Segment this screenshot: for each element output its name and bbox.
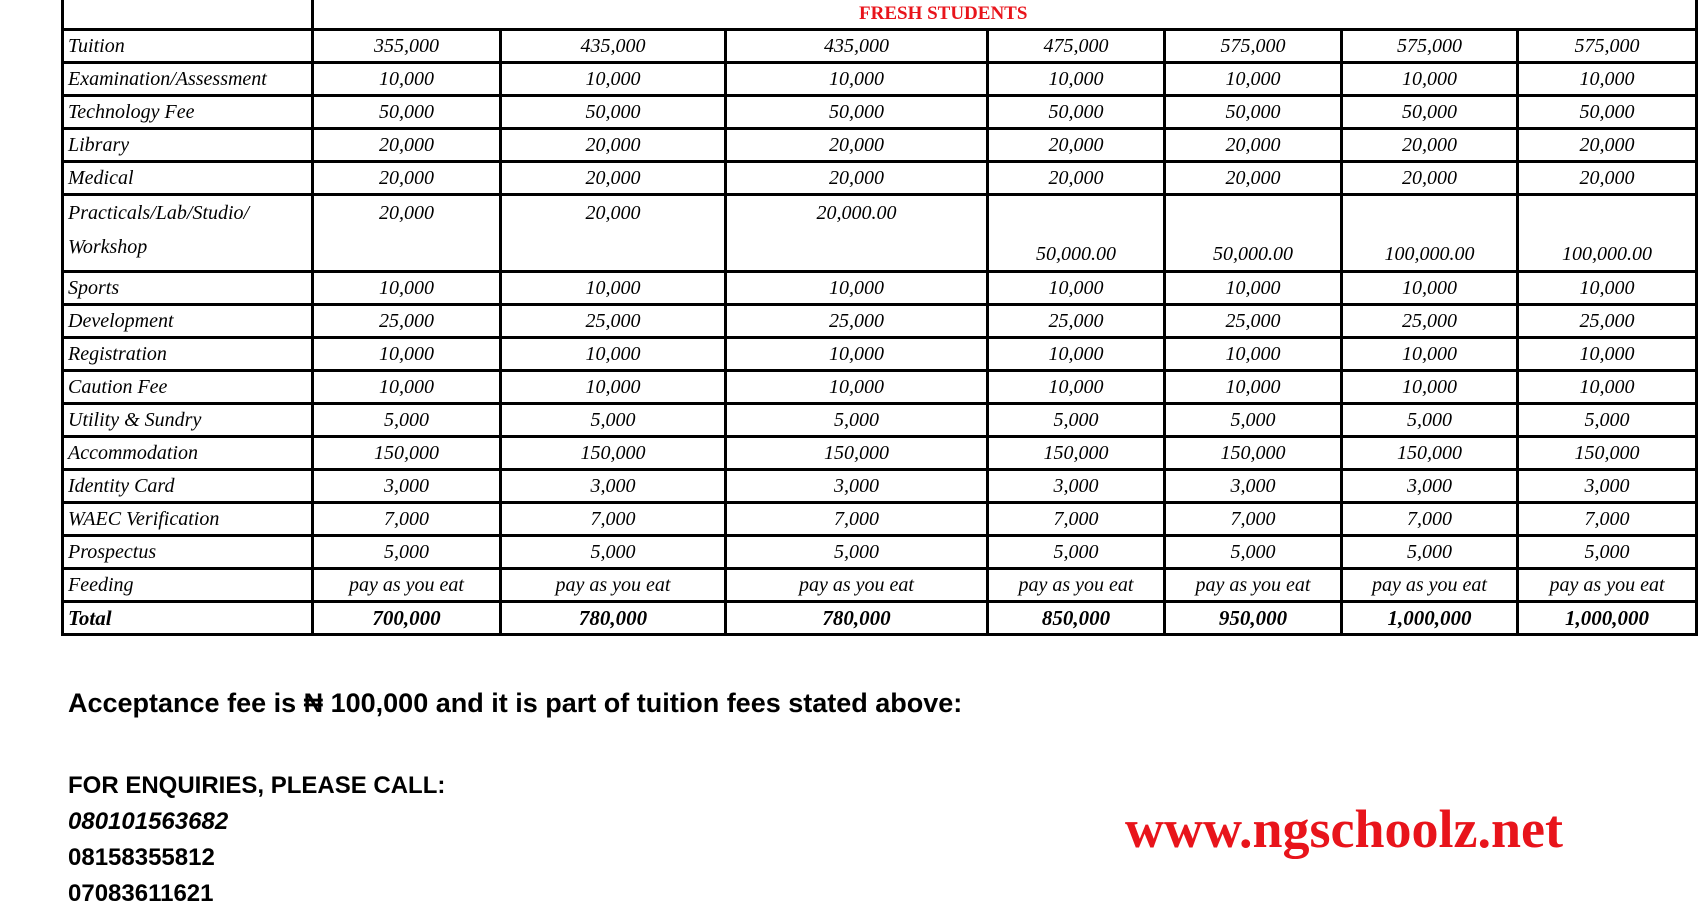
fee-cell: 5,000: [313, 536, 501, 569]
row-label: Registration: [63, 338, 313, 371]
fee-cell: 150,000: [1165, 437, 1342, 470]
fee-cell: 20,000: [1518, 162, 1697, 195]
fee-cell: 150,000: [501, 437, 726, 470]
table-row: [63, 96, 1697, 129]
row-label: Identity Card: [63, 470, 313, 503]
fee-cell: 20,000: [1342, 162, 1518, 195]
fee-cell: 25,000: [313, 305, 501, 338]
fee-cell: 475,000: [988, 30, 1165, 63]
row-label: Accommodation: [63, 437, 313, 470]
fee-cell: 10,000: [988, 338, 1165, 371]
row-label: Library: [63, 129, 313, 162]
fee-cell: 25,000: [726, 305, 988, 338]
fee-cell: 5,000: [726, 536, 988, 569]
fee-cell: 50,000: [1165, 96, 1342, 129]
fee-cell: 50,000: [313, 96, 501, 129]
total-cell: 700,000: [313, 602, 501, 635]
fee-cell: 20,000: [501, 195, 726, 272]
total-cell: 1,000,000: [1342, 602, 1518, 635]
row-label: Sports: [63, 272, 313, 305]
fee-cell: 50,000.00: [988, 195, 1165, 272]
fee-cell: 10,000: [1165, 338, 1342, 371]
acceptance-fee-note: Acceptance fee is ₦ 100,000 and it is part of tuition fees stated above:: [68, 688, 963, 718]
row-label-line1: Practicals/Lab/Studio/: [68, 202, 250, 224]
fee-cell: 25,000: [1518, 305, 1697, 338]
fee-cell: 7,000: [1342, 503, 1518, 536]
fee-cell: 10,000: [313, 63, 501, 96]
fee-cell: 575,000: [1518, 30, 1697, 63]
total-cell: 850,000: [988, 602, 1165, 635]
fee-cell: 10,000: [313, 272, 501, 305]
fee-cell: 10,000: [1518, 63, 1697, 96]
table-row: [63, 305, 1697, 338]
phone-number: 08158355812: [68, 844, 215, 871]
fee-cell: 50,000: [988, 96, 1165, 129]
fee-cell: 10,000: [726, 338, 988, 371]
fee-cell: 100,000.00: [1518, 195, 1697, 272]
fee-cell: pay as you eat: [1165, 569, 1342, 602]
fee-cell: 10,000: [726, 371, 988, 404]
table-row: [63, 272, 1697, 305]
fee-cell: 5,000: [988, 404, 1165, 437]
fee-cell: 150,000: [726, 437, 988, 470]
fee-cell: 10,000: [501, 338, 726, 371]
fee-cell: 10,000: [1342, 63, 1518, 96]
table-row: [63, 404, 1697, 437]
fee-cell: 20,000: [313, 129, 501, 162]
fee-cell: 25,000: [1165, 305, 1342, 338]
fee-cell: 10,000: [501, 63, 726, 96]
fee-cell: 3,000: [726, 470, 988, 503]
phone-number: 080101563682: [68, 808, 229, 835]
fee-cell: 10,000: [1518, 272, 1697, 305]
fee-cell: 10,000: [1342, 371, 1518, 404]
fee-cell: pay as you eat: [1342, 569, 1518, 602]
fee-cell: 20,000: [313, 195, 501, 272]
row-label: Technology Fee: [63, 96, 313, 129]
fee-cell: 7,000: [313, 503, 501, 536]
fee-cell: 5,000: [988, 536, 1165, 569]
total-label: Total: [63, 602, 313, 635]
phone-number: 07083611621: [68, 880, 214, 907]
fee-cell: 25,000: [1342, 305, 1518, 338]
fee-cell: 20,000: [501, 162, 726, 195]
fee-cell: 5,000: [1342, 404, 1518, 437]
fee-cell: pay as you eat: [988, 569, 1165, 602]
fee-cell: 20,000: [1165, 162, 1342, 195]
total-cell: 780,000: [501, 602, 726, 635]
fee-cell: 5,000: [1165, 536, 1342, 569]
fee-cell: 50,000.00: [1165, 195, 1342, 272]
table-row: [63, 536, 1697, 569]
fee-cell: 10,000: [1518, 371, 1697, 404]
row-label: Examination/Assessment: [63, 63, 313, 96]
table-row: [63, 470, 1697, 503]
fee-cell: 5,000: [1342, 536, 1518, 569]
fee-cell: 50,000: [1342, 96, 1518, 129]
fee-cell: 25,000: [988, 305, 1165, 338]
fee-cell: 150,000: [1342, 437, 1518, 470]
fee-cell: 575,000: [1342, 30, 1518, 63]
fee-cell: 435,000: [501, 30, 726, 63]
total-cell: 950,000: [1165, 602, 1342, 635]
fee-cell: 7,000: [501, 503, 726, 536]
fee-cell: 5,000: [1518, 404, 1697, 437]
row-label: WAEC Verification: [63, 503, 313, 536]
fee-table: [61, 0, 1698, 636]
fee-cell: 20,000: [501, 129, 726, 162]
enquiries-section: [68, 768, 445, 912]
fee-cell: 20,000: [726, 162, 988, 195]
fee-cell: 10,000: [1518, 338, 1697, 371]
fee-cell: 10,000: [988, 63, 1165, 96]
fee-cell: 20,000: [1518, 129, 1697, 162]
row-label: Caution Fee: [63, 371, 313, 404]
fee-cell: 150,000: [313, 437, 501, 470]
row-label-line2: Workshop: [68, 236, 148, 258]
fee-cell: 20,000: [313, 162, 501, 195]
fee-cell: 10,000: [1165, 371, 1342, 404]
row-label: Medical: [63, 162, 313, 195]
fee-cell: 10,000: [1342, 338, 1518, 371]
fee-cell: 5,000: [1518, 536, 1697, 569]
fee-cell: 3,000: [313, 470, 501, 503]
fee-cell: 150,000: [988, 437, 1165, 470]
table-header-row: [63, 0, 1697, 30]
fee-cell: pay as you eat: [313, 569, 501, 602]
table-row: [63, 338, 1697, 371]
fee-cell: pay as you eat: [1518, 569, 1697, 602]
fee-cell: 20,000: [988, 162, 1165, 195]
fee-cell: 3,000: [988, 470, 1165, 503]
table-row: [63, 30, 1697, 63]
fee-cell: 3,000: [1518, 470, 1697, 503]
fee-cell: 3,000: [501, 470, 726, 503]
fee-cell: 10,000: [988, 272, 1165, 305]
table-row: [63, 129, 1697, 162]
row-label: [63, 195, 313, 272]
fee-cell: 7,000: [726, 503, 988, 536]
fee-cell: 10,000: [988, 371, 1165, 404]
fee-cell: 50,000: [1518, 96, 1697, 129]
row-label: Development: [63, 305, 313, 338]
table-header: FRESH STUDENTS: [313, 0, 1697, 30]
fee-cell: 20,000: [1342, 129, 1518, 162]
website-watermark: www.ngschoolz.net: [1125, 799, 1564, 859]
fee-cell: 435,000: [726, 30, 988, 63]
fee-cell: 10,000: [726, 272, 988, 305]
fee-cell: 10,000: [501, 371, 726, 404]
fee-cell: 5,000: [726, 404, 988, 437]
fee-cell: 20,000: [988, 129, 1165, 162]
row-label: Feeding: [63, 569, 313, 602]
table-row: [63, 503, 1697, 536]
table-row: [63, 371, 1697, 404]
fee-cell: 355,000: [313, 30, 501, 63]
fee-cell: 7,000: [988, 503, 1165, 536]
fee-cell: 10,000: [313, 371, 501, 404]
fee-cell: 7,000: [1165, 503, 1342, 536]
fee-cell: 10,000: [726, 63, 988, 96]
fee-cell: 25,000: [501, 305, 726, 338]
fee-cell: 50,000: [726, 96, 988, 129]
total-row: [63, 602, 1697, 635]
table-header-left: [63, 0, 313, 30]
table-row: [63, 162, 1697, 195]
fee-cell: 100,000.00: [1342, 195, 1518, 272]
fee-cell: 3,000: [1342, 470, 1518, 503]
table-row: [63, 195, 1697, 272]
table-row: [63, 569, 1697, 602]
fee-cell: pay as you eat: [501, 569, 726, 602]
table-row: [63, 437, 1697, 470]
total-cell: 780,000: [726, 602, 988, 635]
table-row: [63, 63, 1697, 96]
row-label: Prospectus: [63, 536, 313, 569]
fee-cell: 20,000: [1165, 129, 1342, 162]
fee-cell: pay as you eat: [726, 569, 988, 602]
fee-cell: 10,000: [1165, 272, 1342, 305]
fee-cell: 5,000: [313, 404, 501, 437]
fee-cell: 10,000: [1165, 63, 1342, 96]
total-cell: 1,000,000: [1518, 602, 1697, 635]
fee-cell: 10,000: [501, 272, 726, 305]
fee-cell: 20,000: [726, 129, 988, 162]
fee-cell: 575,000: [1165, 30, 1342, 63]
fee-cell: 10,000: [1342, 272, 1518, 305]
row-label: Utility & Sundry: [63, 404, 313, 437]
row-label: Tuition: [63, 30, 313, 63]
fee-cell: 3,000: [1165, 470, 1342, 503]
fee-cell: 150,000: [1518, 437, 1697, 470]
fee-cell: 7,000: [1518, 503, 1697, 536]
fee-cell: 10,000: [313, 338, 501, 371]
fee-cell: 5,000: [501, 404, 726, 437]
enquiries-heading: FOR ENQUIRIES, PLEASE CALL:: [68, 772, 446, 799]
fee-cell: 5,000: [1165, 404, 1342, 437]
fee-cell: 50,000: [501, 96, 726, 129]
fee-cell: 5,000: [501, 536, 726, 569]
fee-cell: 20,000.00: [726, 195, 988, 272]
